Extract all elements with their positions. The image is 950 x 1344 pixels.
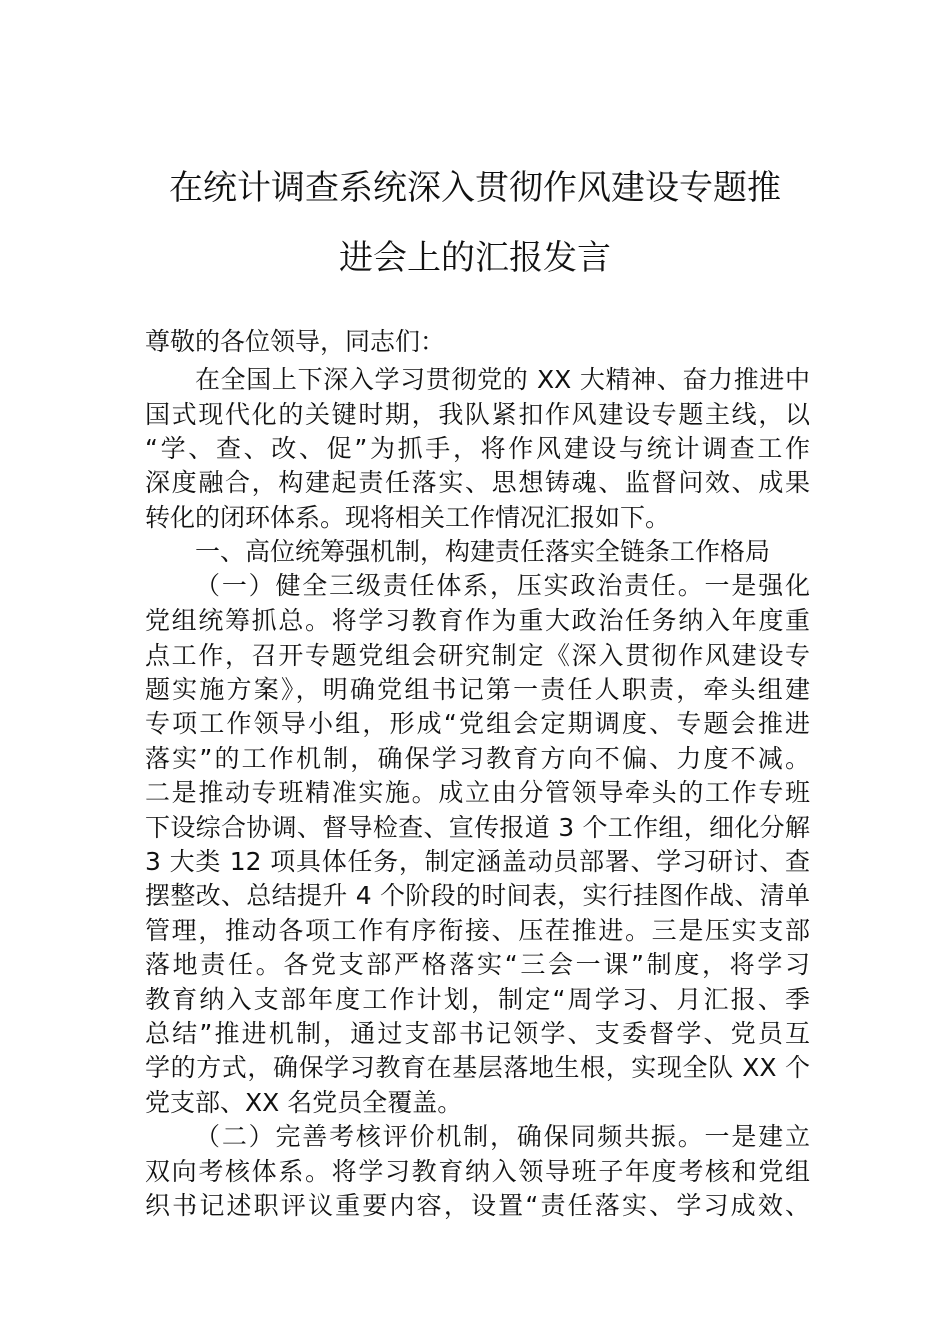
body-line: 落地责任。各党支部严格落实“三会一课”制度，将学习 (145, 950, 810, 979)
document-title-line-1: 在统计调查系统深入贯彻作风建设专题推 (169, 168, 781, 208)
body-line: 国式现代化的关键时期，我队紧扣作风建设专题主线，以 (145, 400, 810, 429)
body-line: 双向考核体系。将学习教育纳入领导班子年度考核和党组 (145, 1157, 810, 1186)
body-line: 落实”的工作机制，确保学习教育方向不偏、力度不减。 (145, 744, 810, 773)
body-line: 题实施方案》，明确党组书记第一责任人职责，牵头组建 (145, 675, 810, 704)
subsection-line: （二）完善考核评价机制，确保同频共振。一是建立 (195, 1122, 810, 1151)
body-line: 总结”推进机制，通过支部书记领学、支委督学、党员互 (145, 1019, 810, 1048)
body-line: 下设综合协调、督导检查、宣传报道 3 个工作组，细化分解 (145, 813, 810, 842)
body-line: 党组统筹抓总。将学习教育作为重大政治任务纳入年度重 (145, 606, 810, 635)
body-line: 专项工作领导小组，形成“党组会定期调度、专题会推进 (145, 709, 810, 738)
subsection-line: （一）健全三级责任体系，压实政治责任。一是强化 (195, 571, 810, 600)
body-line: 织书记述职评议重要内容，设置“责任落实、学习成效、 (145, 1191, 810, 1220)
body-line: 管理，推动各项工作有序衔接、压茬推进。三是压实支部 (145, 916, 810, 945)
section-heading: 一、高位统筹强机制，构建责任落实全链条工作格局 (195, 537, 771, 566)
body-line: 在全国上下深入学习贯彻党的 XX 大精神、奋力推进中 (195, 365, 810, 394)
body-line: “学、查、改、促”为抓手，将作风建设与统计调查工作 (145, 434, 810, 463)
salutation: 尊敬的各位领导，同志们： (145, 327, 446, 356)
document-title-line-2: 进会上的汇报发言 (339, 238, 611, 278)
body-line: 摆整改、总结提升 4 个阶段的时间表，实行挂图作战、清单 (145, 881, 810, 910)
body-line: 3 大类 12 项具体任务，制定涵盖动员部署、学习研讨、查 (145, 847, 810, 876)
body-line: 党支部、XX 名党员全覆盖。 (145, 1088, 463, 1117)
body-line: 二是推动专班精准实施。成立由分管领导牵头的工作专班 (145, 778, 810, 807)
body-line: 转化的闭环体系。现将相关工作情况汇报如下。 (145, 503, 671, 532)
body-line: 教育纳入支部年度工作计划，制定“周学习、月汇报、季 (145, 985, 810, 1014)
body-line: 点工作，召开专题党组会研究制定《深入贯彻作风建设专 (145, 641, 810, 670)
body-line: 学的方式，确保学习教育在基层落地生根，实现全队 XX 个 (145, 1053, 810, 1082)
body-line: 深度融合，构建起责任落实、思想铸魂、监督问效、成果 (145, 468, 810, 497)
